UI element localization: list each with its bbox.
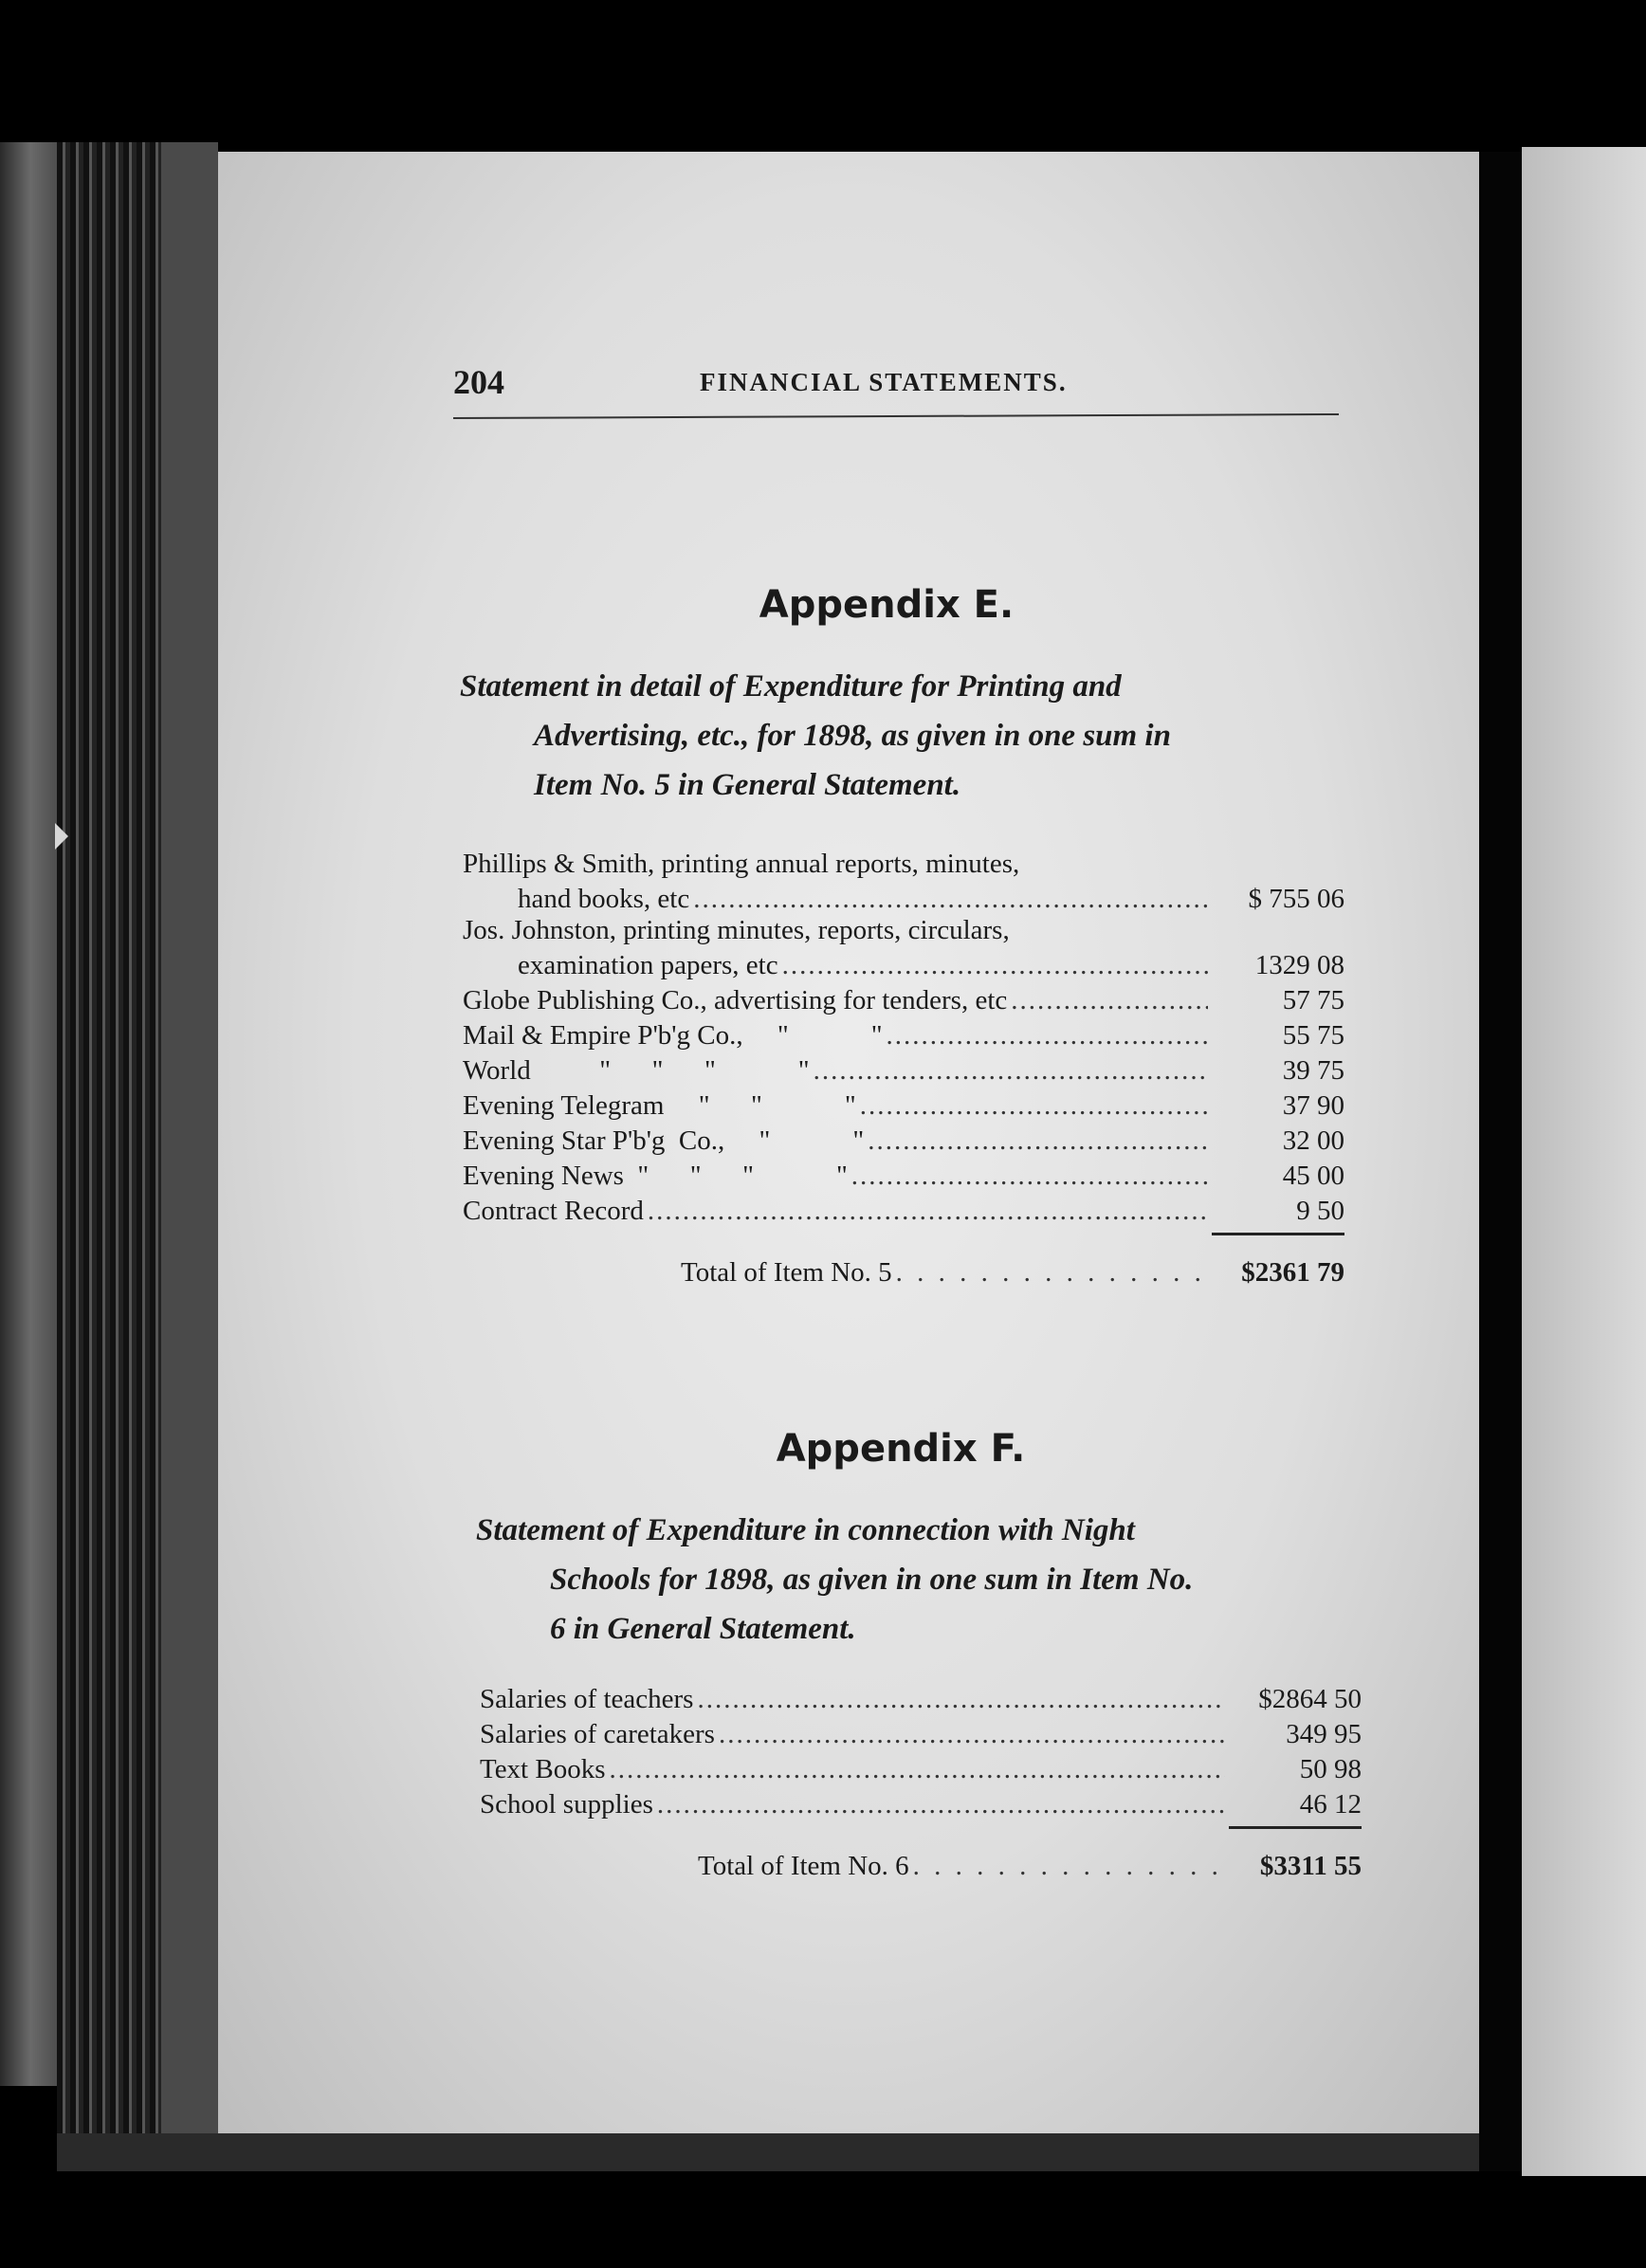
dot-leader [610,1754,1226,1785]
row-label: Salaries of caretakers [480,1719,715,1749]
facing-page [1522,147,1646,2176]
table-row [463,1087,1344,1122]
row-label: Evening Star P'b'g Co., " " [463,1125,865,1156]
sum-rule [1229,1826,1362,1829]
table-row [463,915,1344,981]
binding-strip [161,142,218,2143]
row-label: Evening Telegram " " " [463,1090,856,1121]
description-line: Advertising, etc., for 1898, as given in one sum in [534,719,1171,753]
dot-leader [860,1090,1208,1122]
dot-leader [1011,985,1208,1016]
dot-leader [868,1125,1208,1157]
appendix-f-title: Appendix F. [776,1427,1026,1471]
table-row [480,1715,1362,1750]
description-line: Statement of Expenditure in connection with Night [476,1513,1135,1547]
row-amount: 39 75 [1282,1055,1344,1086]
row-amount: 349 95 [1286,1719,1362,1749]
running-head: FINANCIAL STATEMENTS. [700,368,1068,396]
dot-leader [896,1257,1208,1289]
total-label: Total of Item No. 6 [698,1851,909,1881]
row-label: School supplies [480,1789,653,1820]
description-line: Item No. 5 in General Statement. [534,768,961,802]
gutter [1479,152,1522,2171]
total-row [463,1241,1344,1289]
page-number: 204 [453,363,504,401]
row-amount: 32 00 [1282,1125,1344,1156]
dot-leader [851,1161,1208,1192]
table-row [480,1785,1362,1820]
table-row [463,981,1344,1016]
total-amount: $3311 55 [1259,1851,1362,1881]
row-amount: 9 50 [1296,1196,1344,1226]
dot-leader [782,950,1208,981]
total-label: Total of Item No. 5 [681,1257,892,1288]
document-page [218,152,1479,2133]
row-label: World " " " " [463,1055,810,1086]
page-stack [57,142,171,2143]
appendix-e-description [460,662,1361,810]
total-amount: $2361 79 [1241,1257,1344,1288]
dot-leader [693,884,1208,915]
row-label: Evening News " " " " [463,1161,848,1191]
row-label-continued: hand books, etc [518,884,690,914]
table-row [463,1052,1344,1087]
dot-leader [648,1196,1208,1227]
table-row [463,1016,1344,1052]
row-label-continued: examination papers, etc [518,950,778,980]
page-header [453,362,1311,410]
table-row [480,1680,1362,1715]
dot-leader [913,1851,1225,1882]
row-amount: 57 75 [1282,985,1344,1015]
dot-leader [697,1684,1225,1715]
appendix-f-description [476,1506,1377,1654]
table-row [463,1192,1344,1227]
row-label: Jos. Johnston, printing minutes, reports, circulars, [463,915,1010,945]
table-row [480,1750,1362,1785]
row-label: Phillips & Smith, printing annual reports, minutes, [463,849,1020,879]
dot-leader [887,1020,1208,1052]
row-amount: $ 755 06 [1248,884,1344,914]
row-label: Contract Record [463,1196,644,1226]
row-label: Text Books [480,1754,606,1784]
appendix-f-table [480,1680,1362,1882]
row-amount: 55 75 [1282,1020,1344,1051]
row-amount: 1329 08 [1254,950,1344,980]
row-amount: 50 98 [1299,1754,1362,1784]
appendix-e-title: Appendix E. [759,583,1015,627]
table-row [463,849,1344,915]
sum-rule [1212,1233,1344,1235]
row-amount: 45 00 [1282,1161,1344,1191]
appendix-e-table [463,849,1344,1289]
row-amount: 37 90 [1282,1090,1344,1121]
header-rule [453,413,1339,419]
dot-leader [657,1789,1225,1820]
row-label: Mail & Empire P'b'g Co., " " [463,1020,883,1051]
row-label: Globe Publishing Co., advertising for tenders, etc [463,985,1008,1015]
dot-leader [719,1719,1225,1750]
description-line: 6 in General Statement. [550,1612,856,1646]
row-label: Salaries of teachers [480,1684,694,1714]
total-row [480,1835,1362,1882]
table-row [463,1122,1344,1157]
table-row [463,1157,1344,1192]
row-amount: $2864 50 [1258,1684,1362,1714]
pin-icon [55,823,68,850]
dot-leader [814,1055,1208,1087]
description-line: Statement in detail of Expenditure for Printing and [460,669,1122,704]
bottom-shadow [57,2133,1498,2171]
row-amount: 46 12 [1299,1789,1362,1820]
description-line: Schools for 1898, as given in one sum in Item No. [550,1563,1194,1597]
